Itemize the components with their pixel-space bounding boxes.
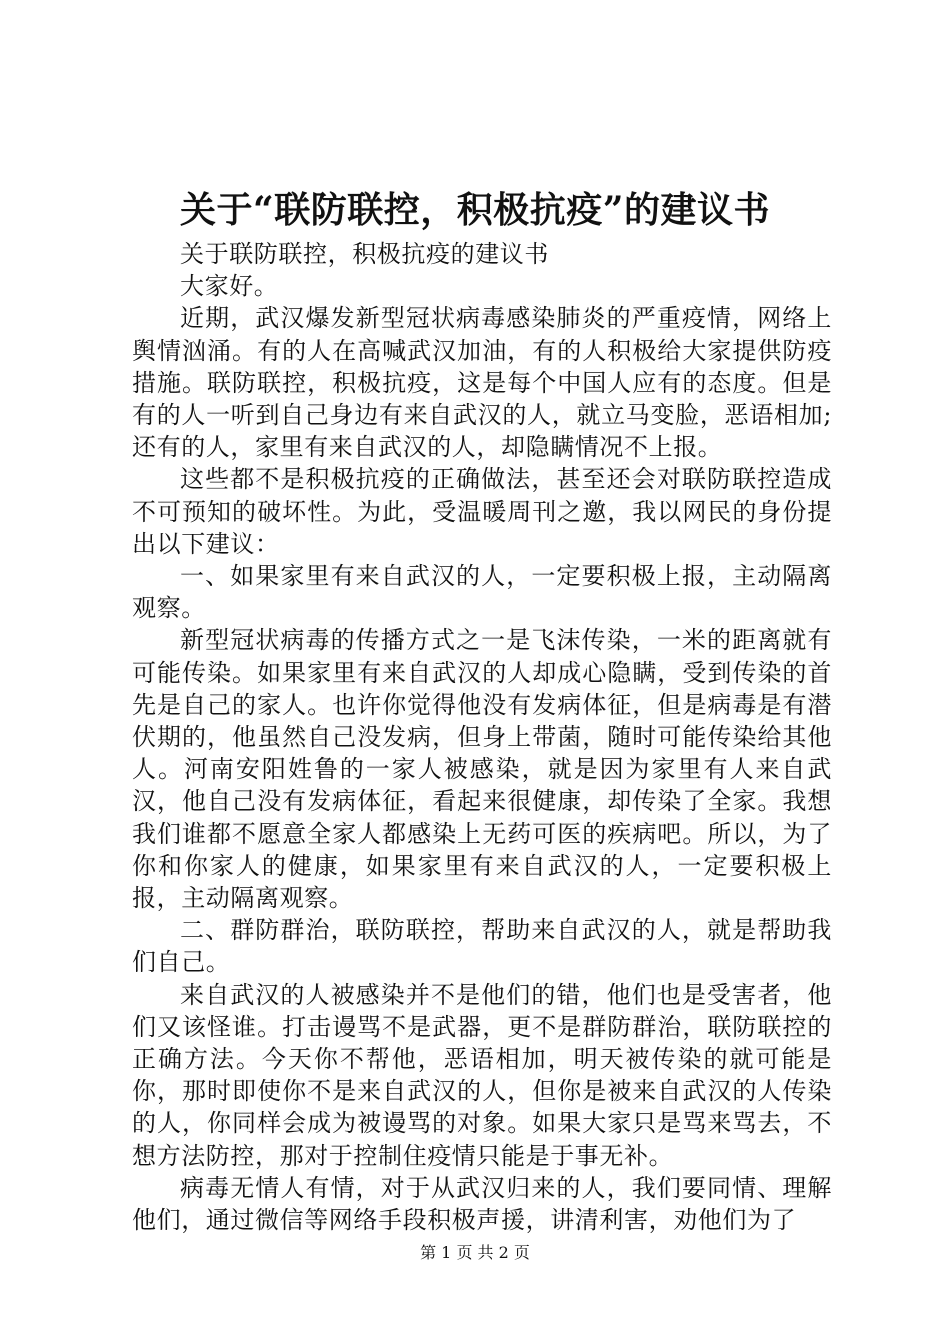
paragraph: 新型冠状病毒的传播方式之一是飞沫传染，一米的距离就有可能传染。如果家里有来自武汉的人却成心隐瞒，受到传染的首先是自己的家人。也许你觉得他没有发病体征，但是病毒是有潜伏期的，他虽然自己没发病，但身上带菌，随时可能传染给其他人。河南安阳姓鲁的一家人被感染，就是因为家里有人来自武汉，他自己没有发病体征，看起来很健康，却传染了全家。我想我们谁都不愿意全家人都感染上无药可医的疾病吧。所以，为了你和你家人的健康，如果家里有来自武汉的人，一定要积极上报，主动隔离观察。: [132, 626, 832, 913]
document-title: 关于“联防联控，积极抗疫”的建议书: [180, 189, 770, 231]
page-footer: 第 1 页 共 2 页: [420, 1243, 530, 1262]
paragraph-greeting: 大家好。: [180, 272, 279, 301]
paragraph-subtitle: 关于联防联控，积极抗疫的建议书: [180, 240, 549, 268]
paragraph-heading-2: 二、群防群治，联防联控，帮助来自武汉的人，就是帮助我们自己。: [132, 916, 832, 977]
paragraph: 病毒无情人有情，对于从武汉归来的人，我们要同情、理解他们，通过微信等网络手段积极声援，讲清利害，劝他们为了: [132, 1173, 832, 1235]
paragraph-heading-1: 一、如果家里有来自武汉的人，一定要积极上报，主动隔离观察。: [132, 562, 832, 623]
paragraph: 这些都不是积极抗疫的正确做法，甚至还会对联防联控造成不可预知的破坏性。为此，受温暖周刊之邀，我以网民的身份提出以下建议：: [132, 465, 832, 558]
paragraph: 来自武汉的人被感染并不是他们的错，他们也是受害者，他们又该怪谁。打击谩骂不是武器，更不是群防群治，联防联控的正确方法。今天你不帮他，恶语相加，明天被传染的就可能是你，那时即使你不是来自武汉的人，但你是被来自武汉的人传染的人，你同样会成为被谩骂的对象。如果大家只是骂来骂去，不想方法防控，那对于控制住疫情只能是于事无补。: [132, 980, 832, 1170]
document-body: [132, 238, 832, 1236]
paragraph: 近期，武汉爆发新型冠状病毒感染肺炎的严重疫情，网络上舆情汹涌。有的人在高喊武汉加油，有的人积极给大家提供防疫措施。联防联控，积极抗疫，这是每个中国人应有的态度。但是有的人一听到自己身边有来自武汉的人，就立马变脸，恶语相加;还有的人，家里有来自武汉的人，却隐瞒情况不上报。: [132, 304, 832, 462]
